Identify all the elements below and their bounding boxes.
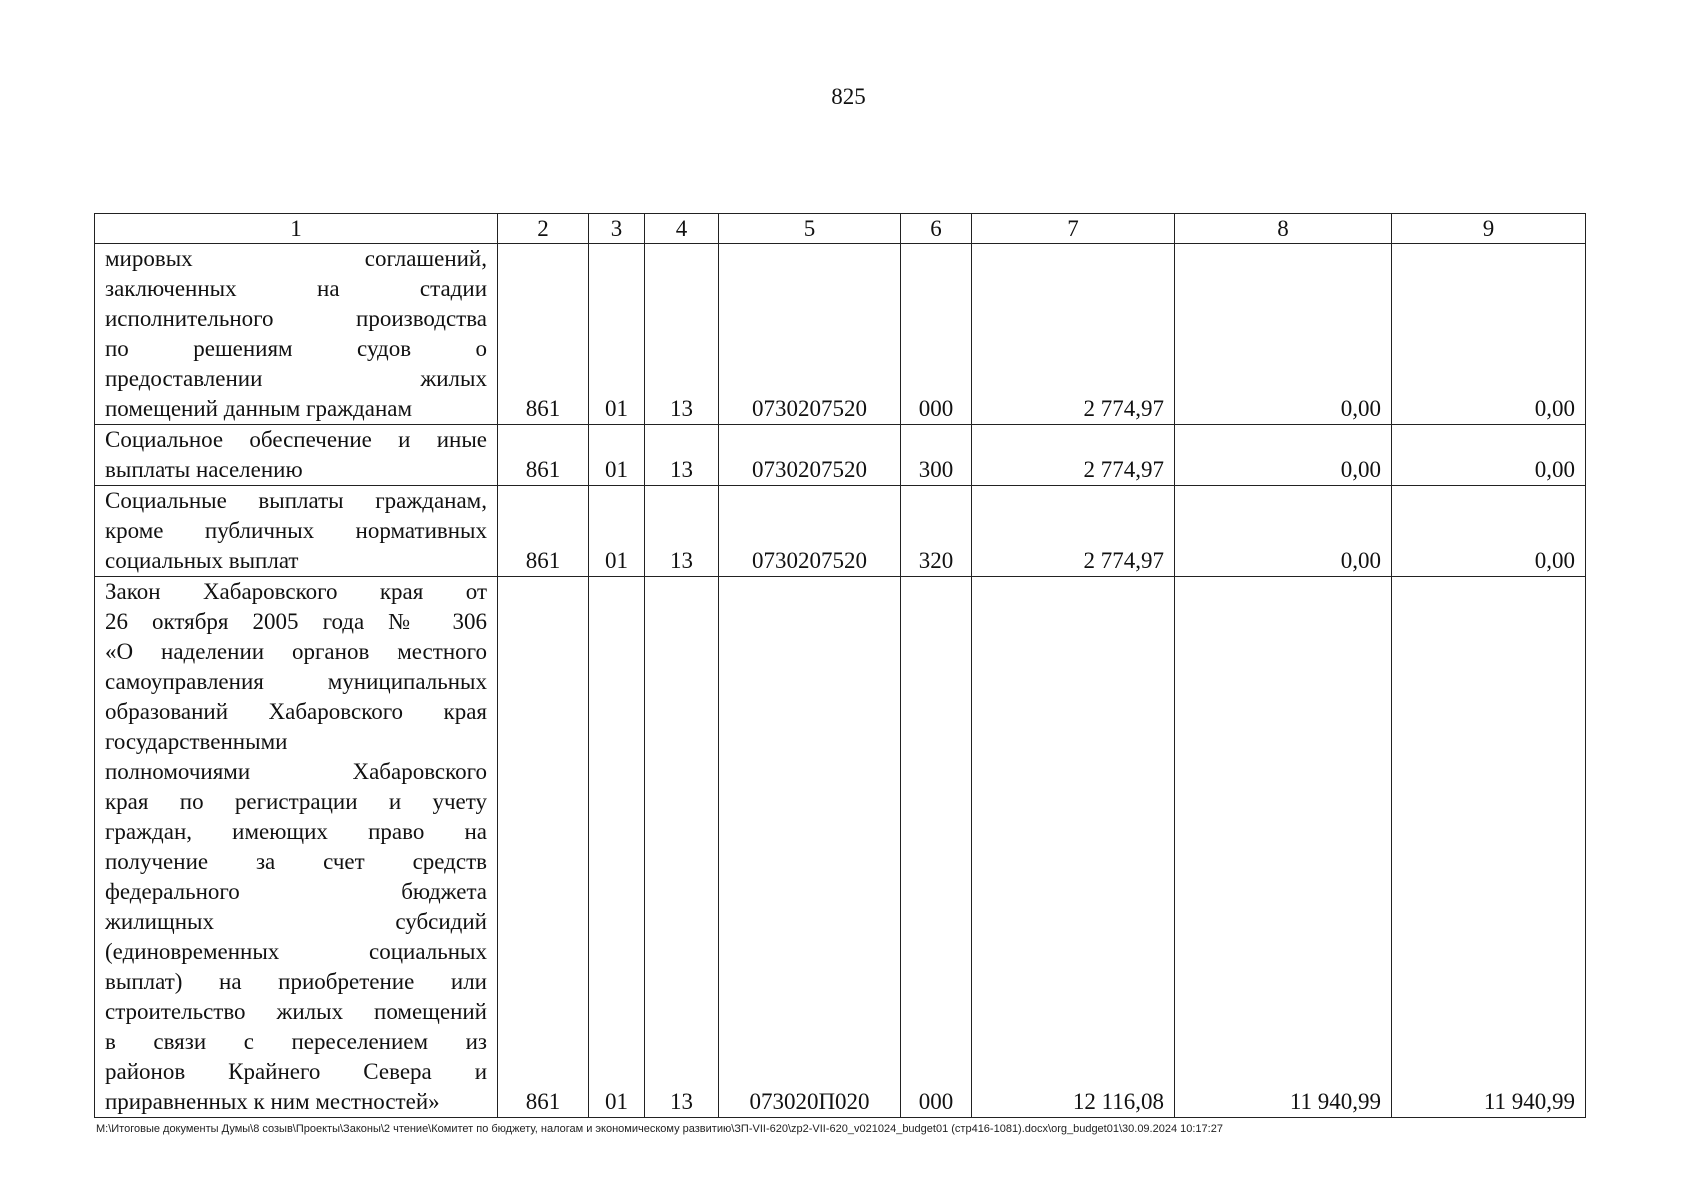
- description-line: (единовременных социальных: [105, 939, 487, 964]
- header-col-3: 3: [589, 214, 645, 244]
- description-line: исполнительного производства: [105, 306, 487, 331]
- cell-section: 01: [589, 425, 645, 486]
- cell-amount-col7: 2 774,97: [972, 244, 1175, 425]
- description-line: «О наделении органов местного: [105, 639, 487, 664]
- description-line: Социальные выплаты гражданам,: [105, 488, 487, 513]
- description-line: самоуправления муниципальных: [105, 669, 487, 694]
- cell-expense-type: 300: [901, 425, 972, 486]
- header-col-7: 7: [972, 214, 1175, 244]
- cell-subsection: 13: [645, 244, 719, 425]
- cell-amount-col8: 0,00: [1175, 486, 1392, 577]
- description-line: в связи с переселением из: [105, 1029, 487, 1054]
- header-col-6: 6: [901, 214, 972, 244]
- cell-section: 01: [589, 486, 645, 577]
- description-line: полномочиями Хабаровского: [105, 759, 487, 784]
- description-line: федерального бюджета: [105, 879, 487, 904]
- cell-amount-col9: 0,00: [1392, 486, 1586, 577]
- header-col-4: 4: [645, 214, 719, 244]
- row-description: [95, 425, 498, 486]
- cell-section: 01: [589, 244, 645, 425]
- table-row: [95, 486, 1586, 577]
- description-line: районов Крайнего Севера и: [105, 1059, 487, 1084]
- cell-expense-type: 320: [901, 486, 972, 577]
- row-description: [95, 244, 498, 425]
- description-line: получение за счет средств: [105, 849, 487, 874]
- file-path-footer: М:\Итоговые документы Думы\8 созыв\Проекты\Законы\2 чтение\Комитет по бюджету, налогам и экономическому развитию\ЗП-VII-620\zp2-VII-620_v021024_budget01 (стр416-1081).docx\org_budget01\30.09.2024 10:17:27: [96, 1123, 1223, 1135]
- description-line: образований Хабаровского края: [105, 699, 487, 724]
- cell-admin-code: 861: [498, 486, 589, 577]
- description-line: социальных выплат: [105, 548, 299, 573]
- description-line: кроме публичных нормативных: [105, 518, 487, 543]
- header-col-5: 5: [719, 214, 901, 244]
- cell-expense-type: 000: [901, 577, 972, 1118]
- cell-section: 01: [589, 577, 645, 1118]
- budget-table: [94, 213, 1586, 1118]
- cell-amount-col9: 0,00: [1392, 244, 1586, 425]
- cell-subsection: 13: [645, 425, 719, 486]
- row-description: [95, 577, 498, 1118]
- description-line: по решениям судов о: [105, 336, 487, 361]
- description-line: заключенных на стадии: [105, 276, 487, 301]
- description-line: края по регистрации и учету: [105, 789, 487, 814]
- page-number: 825: [831, 84, 866, 109]
- cell-amount-col9: 0,00: [1392, 425, 1586, 486]
- cell-target-article: 0730207520: [719, 425, 901, 486]
- description-line: 26 октября 2005 года № 306: [105, 609, 487, 634]
- row-description: [95, 486, 498, 577]
- cell-amount-col7: 2 774,97: [972, 425, 1175, 486]
- description-line: выплаты населению: [105, 457, 303, 482]
- description-line: Закон Хабаровского края от: [105, 579, 487, 604]
- description-line: выплат) на приобретение или: [105, 969, 487, 994]
- header-row: [95, 214, 1586, 244]
- description-line: государственными: [105, 729, 288, 754]
- description-line: помещений данным гражданам: [105, 396, 413, 421]
- header-col-2: 2: [498, 214, 589, 244]
- cell-admin-code: 861: [498, 577, 589, 1118]
- cell-expense-type: 000: [901, 244, 972, 425]
- cell-target-article: 073020П020: [719, 577, 901, 1118]
- cell-target-article: 0730207520: [719, 244, 901, 425]
- table-row: [95, 425, 1586, 486]
- header-col-1: 1: [95, 214, 498, 244]
- description-line: мировых соглашений,: [105, 246, 487, 271]
- cell-amount-col9: 11 940,99: [1392, 577, 1586, 1118]
- cell-amount-col7: 12 116,08: [972, 577, 1175, 1118]
- table-row: [95, 577, 1586, 1118]
- cell-amount-col7: 2 774,97: [972, 486, 1175, 577]
- header-col-9: 9: [1392, 214, 1586, 244]
- description-line: граждан, имеющих право на: [105, 819, 487, 844]
- cell-admin-code: 861: [498, 425, 589, 486]
- description-line: жилищных субсидий: [105, 909, 487, 934]
- cell-amount-col8: 0,00: [1175, 425, 1392, 486]
- table-row: [95, 244, 1586, 425]
- cell-target-article: 0730207520: [719, 486, 901, 577]
- description-line: строительство жилых помещений: [105, 999, 487, 1024]
- description-line: Социальное обеспечение и иные: [105, 427, 487, 452]
- cell-admin-code: 861: [498, 244, 589, 425]
- cell-amount-col8: 0,00: [1175, 244, 1392, 425]
- cell-amount-col8: 11 940,99: [1175, 577, 1392, 1118]
- description-line: приравненных к ним местностей»: [105, 1089, 440, 1114]
- description-line: предоставлении жилых: [105, 366, 487, 391]
- cell-subsection: 13: [645, 486, 719, 577]
- header-col-8: 8: [1175, 214, 1392, 244]
- cell-subsection: 13: [645, 577, 719, 1118]
